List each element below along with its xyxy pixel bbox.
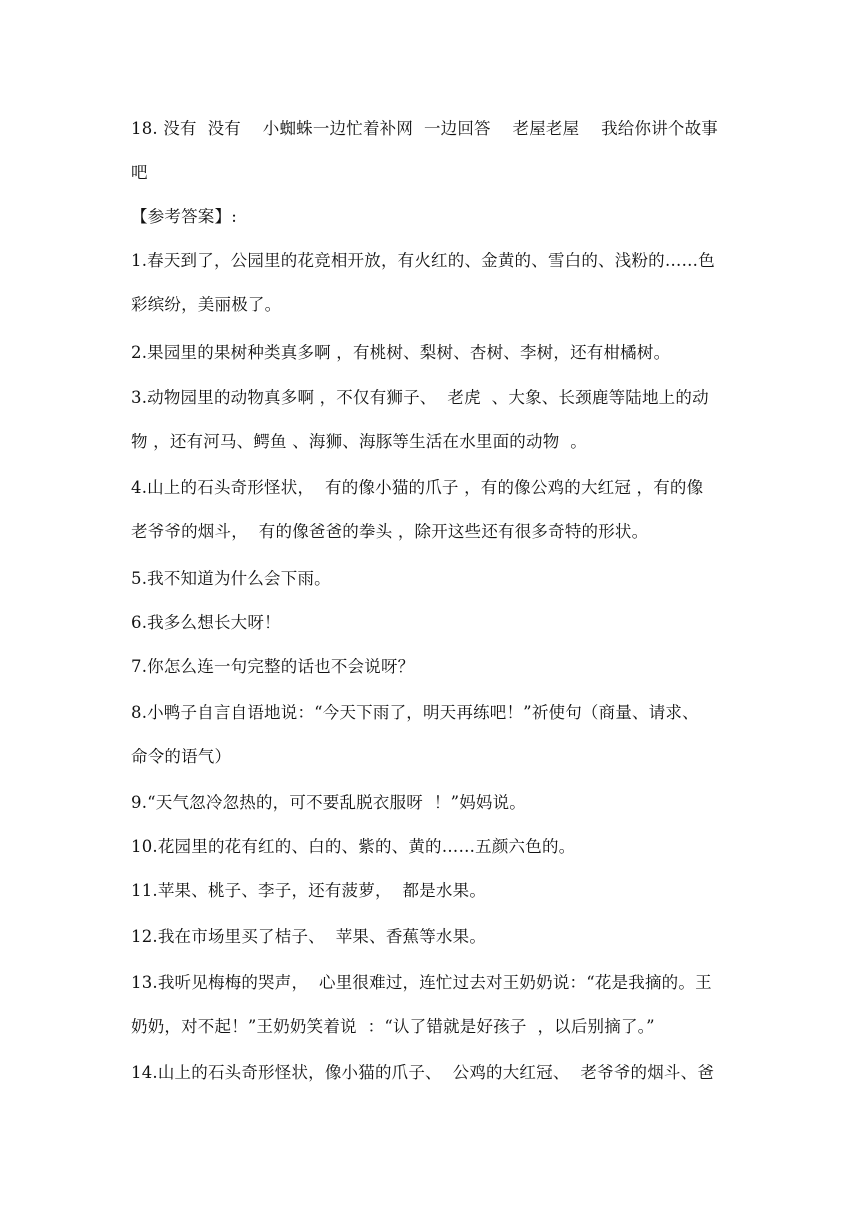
text-line: 7.你怎么连一句完整的话也不会说呀？ xyxy=(131,657,415,676)
text-line: 9.“天气忽冷忽热的，可不要乱脱衣服呀 ！”妈妈说。 xyxy=(131,793,527,812)
text-line: 12.我在市场里买了桔子、 苹果、香蕉等水果。 xyxy=(131,927,487,946)
text-line: 11.苹果、桃子、李子，还有菠萝， 都是水果。 xyxy=(131,881,487,900)
text-line: 13.我听见梅梅的哭声， 心里很难过，连忙过去对王奶奶说：“花是我摘的。王 xyxy=(131,973,712,992)
text-line: 5.我不知道为什么会下雨。 xyxy=(131,569,331,588)
text-line: 物 ，还有河马、鳄鱼 、海狮、海豚等生活在水里面的动物 。 xyxy=(131,432,587,451)
text-line: 1.春天到了，公园里的花竞相开放，有火红的、金黄的、雪白的、浅粉的……色 xyxy=(131,251,715,270)
text-line: 18. 没有 没有 小蜘蛛一边忙着补网 一边回答 老屋老屋 我给你讲个故事 xyxy=(131,119,719,138)
text-line: 命令的语气） xyxy=(131,747,232,766)
text-line: 14.山上的石头奇形怪状，像小猫的爪子、 公鸡的大红冠、 老爷爷的烟斗、爸 xyxy=(131,1063,715,1082)
text-line: 奶奶，对不起！”王奶奶笑着说 ：“认了错就是好孩子 ，以后别摘了。” xyxy=(131,1017,655,1036)
section-heading: 【参考答案】: xyxy=(131,207,237,226)
text-line: 6.我多么想长大呀！ xyxy=(131,613,281,632)
text-line: 3.动物园里的动物真多啊 ，不仅有狮子、 老虎 、大象、长颈鹿等陆地上的动 xyxy=(131,388,709,407)
text-line: 4.山上的石头奇形怪状， 有的像小猫的爪子 ，有的像公鸡的大红冠 ，有的像 xyxy=(131,478,704,497)
text-line: 老爷爷的烟斗， 有的像爸爸的拳头 ，除开这些还有很多奇特的形状。 xyxy=(131,522,649,541)
text-line: 吧 xyxy=(131,163,148,182)
text-line: 8.小鸭子自言自语地说：“今天下雨了，明天再练吧！”祈使句（商量、请求、 xyxy=(131,703,699,722)
text-line: 10.花园里的花有红的、白的、紫的、黄的……五颜六色的。 xyxy=(131,837,576,856)
text-line: 2.果园里的果树种类真多啊 ，有桃树、梨树、杏树、李树，还有柑橘树。 xyxy=(131,343,671,362)
text-line: 彩缤纷，美丽极了。 xyxy=(131,295,282,314)
